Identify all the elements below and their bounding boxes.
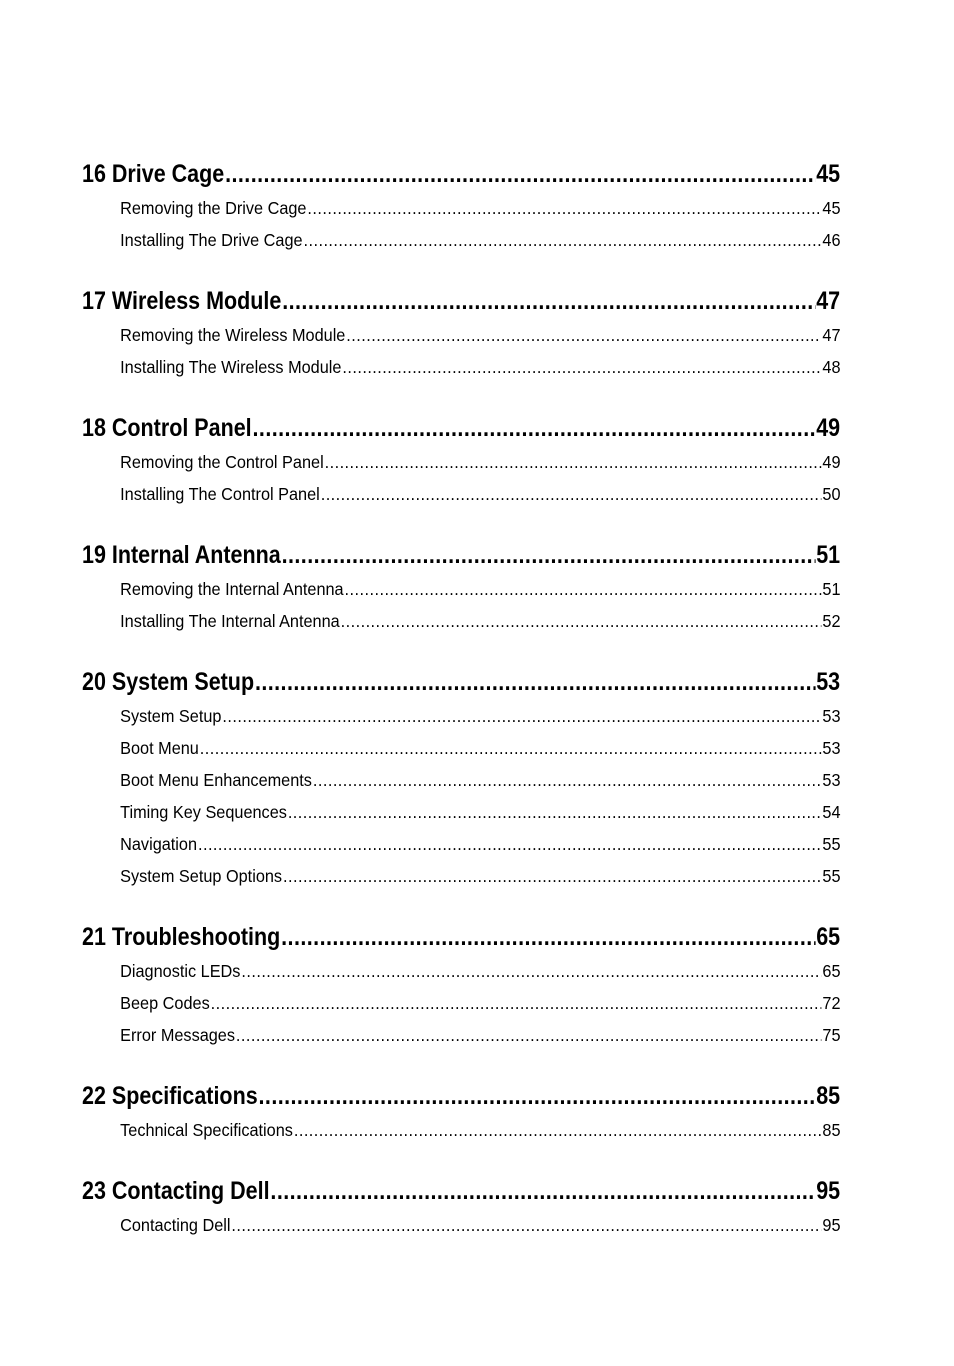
dot-leader xyxy=(283,860,821,892)
dot-leader xyxy=(253,410,816,446)
section-title: Error Messages xyxy=(120,1025,235,1045)
section-page-number: 55 xyxy=(822,866,841,886)
spacer xyxy=(82,383,840,410)
chapter-page-number: 51 xyxy=(816,541,841,569)
dot-leader xyxy=(346,319,821,351)
section-title: System Setup xyxy=(120,706,222,726)
dot-leader xyxy=(321,478,822,510)
section-title: Timing Key Sequences xyxy=(120,802,287,822)
section-entry[interactable] xyxy=(82,764,841,796)
section-page-number: 53 xyxy=(822,770,841,790)
section-entry[interactable] xyxy=(82,1019,841,1051)
section-title: System Setup Options xyxy=(120,866,283,886)
table-of-contents xyxy=(82,156,840,1241)
chapter-title: 19 Internal Antenna xyxy=(82,541,281,569)
dot-leader xyxy=(211,987,822,1019)
chapter-title: 18 Control Panel xyxy=(82,414,252,442)
dot-leader xyxy=(288,796,822,828)
section-page-number: 46 xyxy=(822,230,841,250)
dot-leader xyxy=(270,1173,815,1209)
chapter-title: 20 System Setup xyxy=(82,668,255,696)
section-page-number: 75 xyxy=(822,1025,841,1045)
toc-chapter xyxy=(82,1173,840,1241)
chapter-page-number: 95 xyxy=(816,1177,841,1205)
dot-leader xyxy=(313,764,822,796)
section-entry[interactable] xyxy=(82,478,841,510)
dot-leader xyxy=(294,1114,822,1146)
section-page-number: 65 xyxy=(822,961,841,981)
chapter-entry[interactable] xyxy=(82,1173,840,1209)
spacer xyxy=(82,1051,840,1078)
spacer xyxy=(82,256,840,283)
toc-chapter xyxy=(82,410,840,510)
section-entry[interactable] xyxy=(82,319,841,351)
chapter-page-number: 53 xyxy=(816,668,841,696)
dot-leader xyxy=(222,700,821,732)
section-entry[interactable] xyxy=(82,828,841,860)
section-page-number: 45 xyxy=(822,198,841,218)
chapter-page-number: 45 xyxy=(816,160,841,188)
chapter-entry[interactable] xyxy=(82,919,840,955)
dot-leader xyxy=(200,732,822,764)
section-entry[interactable] xyxy=(82,796,841,828)
chapter-title: 16 Drive Cage xyxy=(82,160,225,188)
section-entry[interactable] xyxy=(82,1114,841,1146)
chapter-entry[interactable] xyxy=(82,410,840,446)
chapter-entry[interactable] xyxy=(82,283,840,319)
dot-leader xyxy=(341,605,822,637)
section-title: Beep Codes xyxy=(120,993,210,1013)
spacer xyxy=(82,1146,840,1173)
spacer xyxy=(82,510,840,537)
section-entry[interactable] xyxy=(82,732,841,764)
chapter-page-number: 85 xyxy=(816,1082,841,1110)
chapter-title: 23 Contacting Dell xyxy=(82,1177,270,1205)
section-page-number: 72 xyxy=(822,993,841,1013)
section-title: Diagnostic LEDs xyxy=(120,961,241,981)
dot-leader xyxy=(231,1209,821,1241)
dot-leader xyxy=(255,664,815,700)
section-entry[interactable] xyxy=(82,1209,841,1241)
section-page-number: 50 xyxy=(822,484,841,504)
dot-leader xyxy=(345,573,822,605)
dot-leader xyxy=(198,828,821,860)
chapter-page-number: 47 xyxy=(816,287,841,315)
section-entry[interactable] xyxy=(82,860,841,892)
section-entry[interactable] xyxy=(82,987,841,1019)
dot-leader xyxy=(342,351,821,383)
dot-leader xyxy=(281,919,815,955)
section-entry[interactable] xyxy=(82,605,841,637)
section-page-number: 54 xyxy=(822,802,841,822)
toc-chapter xyxy=(82,919,840,1051)
section-title: Installing The Drive Cage xyxy=(120,230,303,250)
section-title: Installing The Internal Antenna xyxy=(120,611,340,631)
chapter-title: 17 Wireless Module xyxy=(82,287,282,315)
section-title: Removing the Drive Cage xyxy=(120,198,307,218)
section-title: Navigation xyxy=(120,834,198,854)
dot-leader xyxy=(225,156,815,192)
toc-chapter xyxy=(82,537,840,637)
section-title: Installing The Control Panel xyxy=(120,484,320,504)
section-title: Boot Menu Enhancements xyxy=(120,770,312,790)
dot-leader xyxy=(325,446,822,478)
chapter-entry[interactable] xyxy=(82,156,840,192)
section-title: Technical Specifications xyxy=(120,1120,293,1140)
dot-leader xyxy=(303,224,821,256)
chapter-entry[interactable] xyxy=(82,1078,840,1114)
section-page-number: 55 xyxy=(822,834,841,854)
chapter-page-number: 49 xyxy=(816,414,841,442)
dot-leader xyxy=(259,1078,816,1114)
spacer xyxy=(82,892,840,919)
spacer xyxy=(82,637,840,664)
toc-chapter xyxy=(82,156,840,256)
section-title: Installing The Wireless Module xyxy=(120,357,342,377)
chapter-title: 21 Troubleshooting xyxy=(82,923,281,951)
section-entry[interactable] xyxy=(82,700,841,732)
toc-chapter xyxy=(82,664,840,892)
section-page-number: 48 xyxy=(822,357,841,377)
chapter-entry[interactable] xyxy=(82,664,840,700)
chapter-title: 22 Specifications xyxy=(82,1082,258,1110)
dot-leader xyxy=(307,192,821,224)
section-title: Removing the Internal Antenna xyxy=(120,579,344,599)
chapter-entry[interactable] xyxy=(82,537,840,573)
section-page-number: 53 xyxy=(822,738,841,758)
section-page-number: 95 xyxy=(822,1215,841,1235)
section-page-number: 53 xyxy=(822,706,841,726)
section-page-number: 49 xyxy=(822,452,841,472)
section-entry[interactable] xyxy=(82,351,841,383)
dot-leader xyxy=(241,955,821,987)
section-entry[interactable] xyxy=(82,192,841,224)
section-entry[interactable] xyxy=(82,446,841,478)
section-entry[interactable] xyxy=(82,955,841,987)
section-title: Contacting Dell xyxy=(120,1215,231,1235)
section-page-number: 52 xyxy=(822,611,841,631)
section-page-number: 51 xyxy=(822,579,841,599)
chapter-page-number: 65 xyxy=(816,923,841,951)
section-entry[interactable] xyxy=(82,224,841,256)
section-title: Removing the Wireless Module xyxy=(120,325,346,345)
section-title: Boot Menu xyxy=(120,738,199,758)
dot-leader xyxy=(282,537,816,573)
section-page-number: 47 xyxy=(822,325,841,345)
toc-chapter xyxy=(82,1078,840,1146)
dot-leader xyxy=(282,283,815,319)
section-page-number: 85 xyxy=(822,1120,841,1140)
toc-chapter xyxy=(82,283,840,383)
dot-leader xyxy=(236,1019,822,1051)
section-title: Removing the Control Panel xyxy=(120,452,324,472)
section-entry[interactable] xyxy=(82,573,841,605)
